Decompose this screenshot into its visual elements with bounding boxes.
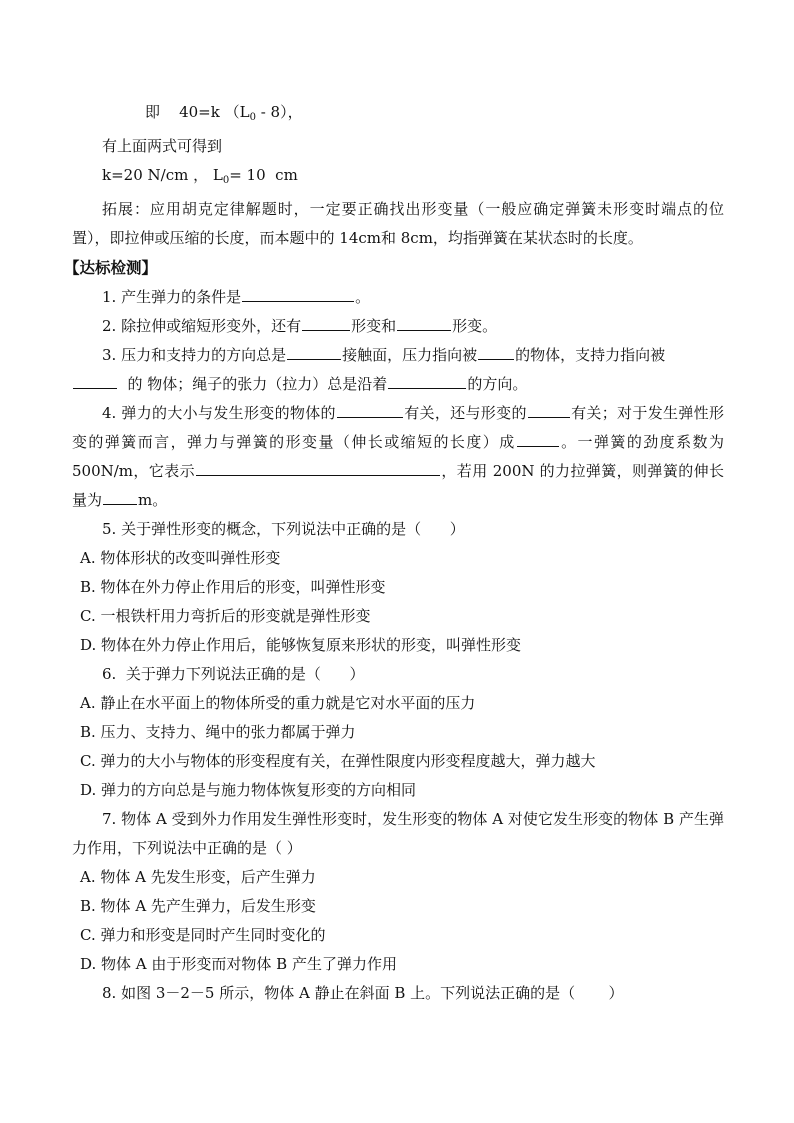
q3-mid2: 的物体，支持力指向被 — [515, 346, 666, 364]
formula-eq1-post: - 8）， — [255, 103, 303, 121]
question-7-stem: 7. 物体 A 受到外力作用发生弹性形变时，发生形变的物体 A 对使它发生形变的物体 B 产生弹力作用，下列说法中正确的是（ ） — [72, 810, 724, 857]
question-8-stem: 8. 如图 3－2－5 所示，物体 A 静止在斜面 B 上。下列说法正确的是（ ） — [102, 984, 624, 1002]
q6-option-b[interactable]: B. 压力、支持力、绳中的张力都属于弹力 — [80, 723, 356, 741]
q6-option-a[interactable]: A. 静止在水平面上的物体所受的重力就是它对水平面的压力 — [80, 694, 476, 712]
formula-result-pre: k=20 N/cm ， L — [102, 166, 223, 184]
formula-line-1 — [72, 98, 724, 132]
formula-eq1-pre: 40=k （L — [179, 103, 250, 121]
q3-answer-blank-4[interactable] — [388, 373, 466, 389]
q6-option-d[interactable]: D. 弹力的方向总是与施力物体恢复形变的方向相同 — [80, 781, 417, 799]
question-4 — [72, 399, 724, 515]
q3-answer-blank-3[interactable] — [73, 373, 117, 389]
q7-option-b[interactable]: B. 物体 A 先产生弹力，后发生形变 — [80, 897, 316, 915]
question-2 — [72, 312, 724, 341]
q7-option-d[interactable]: D. 物体 A 由于形变而对物体 B 产生了弹力作用 — [80, 955, 397, 973]
q4-answer-blank-1[interactable] — [337, 402, 403, 418]
q4-part-3: 有关；对于发生弹性形变的弹簧而言，弹力与弹簧的形变量（伸长或缩短的长度）成 — [72, 404, 724, 451]
q4-part-6: m。 — [138, 491, 168, 509]
q4-answer-blank-4[interactable] — [196, 460, 440, 476]
q7-option-c[interactable]: C. 弹力和形变是同时产生同时变化的 — [80, 926, 326, 944]
section-title: 【达标检测】 — [64, 258, 158, 277]
formula-result-post: = 10 cm — [229, 166, 298, 184]
q5-option-d[interactable]: D. 物体在外力停止作用后，能够恢复原来形状的形变，叫弹性形变 — [80, 636, 522, 654]
extension-paragraph: 拓展：应用胡克定律解题时，一定要正确找出形变量（一般应确定弹簧未形变时端点的位置），即拉伸或压缩的长度，而本题中的 14cm和 8cm，均指弹簧在某状态时的长度。 — [72, 200, 724, 247]
question-3-line-1 — [72, 341, 724, 370]
q6-option-c[interactable]: C. 弹力的大小与物体的形变程度有关，在弹性限度内形变程度越大，弹力越大 — [80, 752, 596, 770]
q5-option-a[interactable]: A. 物体形状的改变叫弹性形变 — [80, 549, 281, 567]
q5-option-b[interactable]: B. 物体在外力停止作用后的形变，叫弹性形变 — [80, 578, 386, 596]
q7-option-a[interactable]: A. 物体 A 先发生形变，后产生弹力 — [80, 868, 316, 886]
q2-answer-blank-1[interactable] — [302, 315, 350, 331]
formula-result-sub: 0 — [222, 175, 230, 186]
question-3-line-2 — [72, 370, 724, 399]
q3-mid1: 接触面，压力指向被 — [342, 346, 478, 364]
q4-part-1: 4. 弹力的大小与发生形变的物体的 — [102, 404, 336, 422]
q3-answer-blank-1[interactable] — [287, 344, 341, 360]
q4-part-4: 。一弹簧的劲度系数为 500N/m，它表示 — [72, 433, 724, 480]
q2-mid: 形变和 — [351, 317, 397, 335]
q1-end: 。 — [355, 288, 371, 306]
q1-answer-blank[interactable] — [242, 286, 354, 302]
question-5-stem: 5. 关于弹性形变的概念，下列说法中正确的是（ ） — [102, 520, 465, 538]
derive-line: 有上面两式可得到 — [102, 137, 223, 155]
ji-label: 即 — [145, 103, 161, 121]
question-6-stem: 6. 关于弹力下列说法正确的是（ ） — [102, 665, 365, 683]
formula-result-line — [72, 161, 724, 195]
q3-line2-mid: 的 物体；绳子的张力（拉力）总是沿着 — [118, 375, 388, 393]
q5-option-c[interactable]: C. 一根铁杆用力弯折后的形变就是弹性形变 — [80, 607, 371, 625]
question-1 — [72, 283, 724, 312]
q3-answer-blank-2[interactable] — [478, 344, 514, 360]
q2-answer-blank-2[interactable] — [397, 315, 451, 331]
q4-answer-blank-5[interactable] — [103, 489, 137, 505]
q1-text: 1. 产生弹力的条件是 — [102, 288, 242, 306]
q3-end: 的方向。 — [467, 375, 528, 393]
q3-text: 3. 压力和支持力的方向总是 — [102, 346, 287, 364]
q4-answer-blank-3[interactable] — [517, 431, 559, 447]
q4-part-2: 有关，还与形变的 — [403, 404, 527, 422]
q4-part-5: ，若用 200N 的力拉弹簧，则弹簧的伸长量为 — [72, 462, 724, 509]
q2-end: 形变。 — [452, 317, 498, 335]
q2-text: 2. 除拉伸或缩短形变外，还有 — [102, 317, 302, 335]
q4-answer-blank-2[interactable] — [528, 402, 570, 418]
formula-eq1-sub: 0 — [249, 112, 256, 123]
